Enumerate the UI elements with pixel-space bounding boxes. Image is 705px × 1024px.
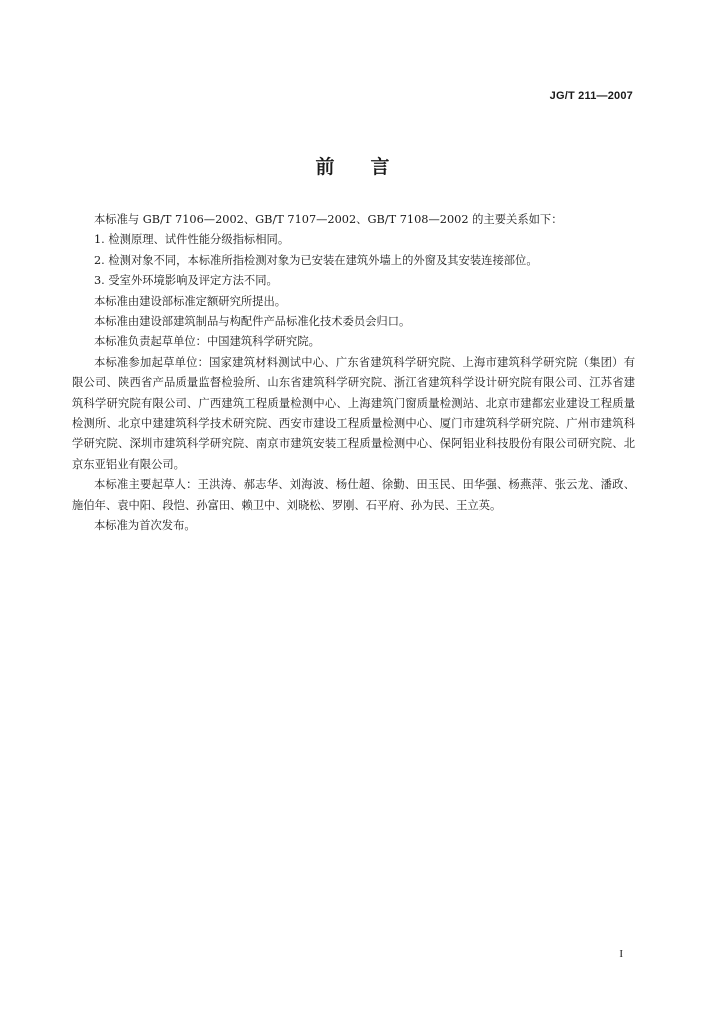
paragraph: 本标准参加起草单位：国家建筑材料测试中心、广东省建筑科学研究院、上海市建筑科学研究院（集团）有限公司、陕西省产品质量监督检验所、山东省建筑科学研究院、浙江省建筑科学设计研究院有限公司、江苏省建筑科学研究院有限公司、广西建筑工程质量检测中心、上海建筑门窗质量检测站、北京市建都宏业建设工程质量检测所、北京中建建筑科学技术研究院、西安市建设工程质量检测中心、厦门市建筑科学研究院、广州市建筑科学研究院、深圳市建筑科学研究院、南京市建筑安装工程质量检测中心、保阿铝业科技股份有限公司研究院、北京东亚铝业有限公司。 [72,355,635,471]
paragraph: 本标准与 GB/T 7106—2002、GB/T 7107—2002、GB/T 7108—2002 的主要关系如下： [94,213,563,226]
title-char-2: 言 [370,156,390,178]
paragraph: 本标准为首次发布。 [94,519,196,533]
paragraph: 本标准负责起草单位：中国建筑科学研究院。 [94,335,320,349]
page-number: I [619,948,623,960]
standard-code: JG/T 211—2007 [549,90,633,102]
paragraph: 1. 检测原理、试件性能分级指标相同。 [94,233,290,247]
paragraph: 3. 受室外环境影响及评定方法不同。 [94,274,278,288]
paragraph: 2. 检测对象不同，本标准所指检测对象为已安装在建筑外墙上的外窗及其安装连接部位。 [94,253,538,267]
paragraph: 本标准由建设部标准定额研究所提出。 [94,294,287,308]
title-char-1: 前 [315,156,335,178]
page-title [0,152,705,179]
paragraph: 本标准主要起草人：王洪涛、郝志华、刘海波、杨仕超、徐勤、田玉民、田华强、杨燕萍、张云龙、潘政、施伯年、袁中阳、段恺、孙富田、赖卫中、刘晓松、罗刚、石平府、孙为民、王立英。 [72,478,635,512]
paragraph: 本标准由建设部建筑制品与构配件产品标准化技术委员会归口。 [94,315,411,329]
document-body [72,210,635,537]
